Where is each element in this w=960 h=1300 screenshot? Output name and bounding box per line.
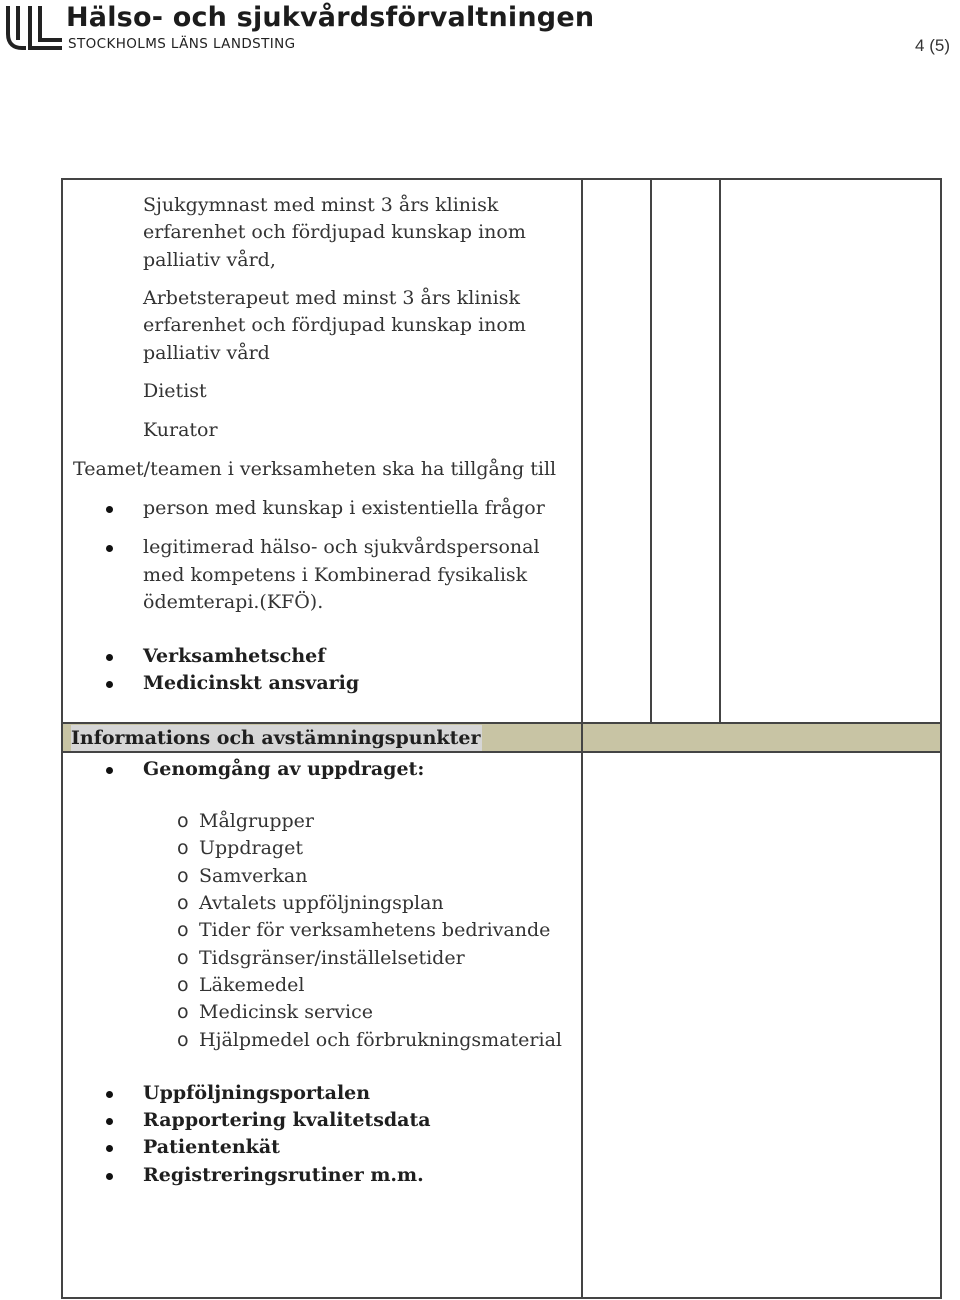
sub-bullet-icon: o — [177, 947, 189, 969]
sub-bullet-icon: o — [177, 919, 189, 941]
org-name: Hälso- och sjukvårdsförvaltningen — [66, 2, 595, 33]
staff-physio-line: Sjukgymnast med minst 3 års klinisk — [143, 194, 499, 216]
team-intro: Teamet/teamen i verksamheten ska ha tillgång till — [73, 458, 557, 480]
role-item: Medicinskt ansvarig — [143, 672, 360, 694]
staff-counselor: Kurator — [143, 419, 218, 441]
bullet-icon — [106, 767, 113, 774]
review-item: Målgrupper — [199, 810, 314, 832]
followup-item: Registreringsrutiner m.m. — [143, 1164, 424, 1186]
staff-physio-line: palliativ vård, — [143, 249, 276, 271]
bullet-icon — [106, 506, 113, 513]
section-heading: Informations och avstämningspunkter — [71, 727, 481, 749]
followup-item: Patientenkät — [143, 1136, 280, 1158]
sub-bullet-icon: o — [177, 1029, 189, 1051]
review-item: Avtalets uppföljningsplan — [199, 892, 444, 914]
bullet-icon — [106, 1145, 113, 1152]
table-border-left — [61, 178, 63, 1299]
sub-bullet-icon: o — [177, 1001, 189, 1023]
team-item: ödemterapi.(KFÖ). — [143, 591, 324, 613]
team-item: med kompetens i Kombinerad fysikalisk — [143, 564, 528, 586]
bullet-icon — [106, 681, 113, 688]
sub-bullet-icon: o — [177, 810, 189, 832]
column-divider — [719, 178, 721, 724]
column-divider — [581, 178, 583, 1299]
review-item: Hjälpmedel och förbrukningsmaterial — [199, 1029, 562, 1051]
staff-ot-line: Arbetsterapeut med minst 3 års klinisk — [143, 287, 520, 309]
role-item: Verksamhetschef — [143, 645, 326, 667]
sll-logo-icon — [2, 4, 64, 52]
table-border-right — [940, 178, 942, 1299]
table-border-bottom — [61, 1297, 942, 1299]
row-divider — [61, 722, 942, 724]
bullet-icon — [106, 1118, 113, 1125]
staff-ot-line: erfarenhet och fördjupad kunskap inom — [143, 314, 526, 336]
column-divider — [650, 178, 652, 724]
staff-physio-line: erfarenhet och fördjupad kunskap inom — [143, 221, 526, 243]
org-subtitle: STOCKHOLMS LÄNS LANDSTING — [68, 36, 296, 52]
review-item: Tidsgränser/inställelsetider — [199, 947, 465, 969]
bullet-icon — [106, 1091, 113, 1098]
sub-bullet-icon: o — [177, 865, 189, 887]
table-border-top — [61, 178, 942, 180]
review-title: Genomgång av uppdraget: — [143, 758, 425, 780]
followup-item: Rapportering kvalitetsdata — [143, 1109, 431, 1131]
bullet-icon — [106, 545, 113, 552]
sub-bullet-icon: o — [177, 974, 189, 996]
team-item: person med kunskap i existentiella frågor — [143, 497, 545, 519]
sub-bullet-icon: o — [177, 837, 189, 859]
page-number: 4 (5) — [915, 36, 950, 55]
followup-item: Uppföljningsportalen — [143, 1082, 371, 1104]
bullet-icon — [106, 1173, 113, 1180]
review-item: Samverkan — [199, 865, 308, 887]
review-item: Uppdraget — [199, 837, 303, 859]
review-item: Medicinsk service — [199, 1001, 373, 1023]
staff-dietitian: Dietist — [143, 380, 207, 402]
row-divider — [61, 751, 942, 753]
review-item: Läkemedel — [199, 974, 305, 996]
review-item: Tider för verksamhetens bedrivande — [199, 919, 551, 941]
staff-ot-line: palliativ vård — [143, 342, 270, 364]
bullet-icon — [106, 654, 113, 661]
team-item: legitimerad hälso- och sjukvårdspersonal — [143, 536, 540, 558]
sub-bullet-icon: o — [177, 892, 189, 914]
